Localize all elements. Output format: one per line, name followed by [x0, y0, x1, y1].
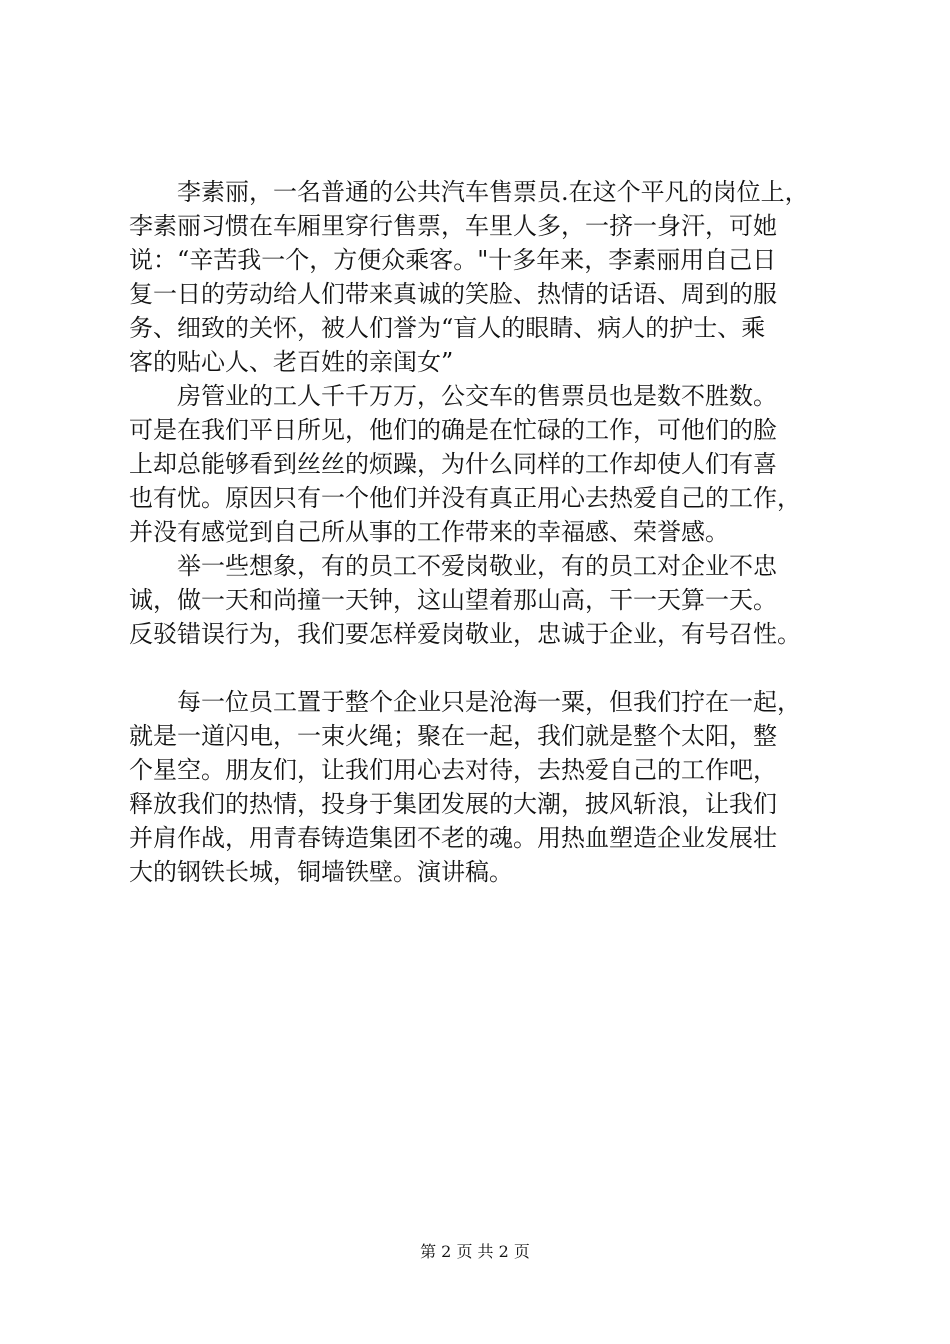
paragraph-line: 大的钢铁长城，铜墙铁壁。演讲稿。: [129, 858, 513, 886]
paragraph-2: [129, 379, 849, 549]
paragraph-line: 上却总能够看到丝丝的烦躁，为什么同样的工作却使人们有喜: [129, 450, 777, 478]
paragraph-line: 也有忧。原因只有一个他们并没有真正用心去热爱自己的工作，: [129, 484, 801, 512]
paragraph-spacer: [129, 651, 849, 685]
paragraph-line: 说：“辛苦我一个，方便众乘客。"十多年来，李素丽用自己日: [129, 246, 777, 274]
paragraph-line: 反驳错误行为，我们要怎样爱岗敬业，忠诚于企业，有号召性。: [129, 620, 801, 648]
page-number-footer: 第 2 页 共 2 页: [420, 1242, 530, 1261]
document-body: [129, 175, 849, 889]
paragraph-4: [129, 685, 849, 889]
paragraph-line: 个星空。朋友们，让我们用心去对待，去热爱自己的工作吧，: [129, 756, 777, 784]
paragraph-line: 并肩作战，用青春铸造集团不老的魂。用热血塑造企业发展壮: [129, 824, 777, 852]
paragraph-line: 就是一道闪电，一束火绳；聚在一起，我们就是整个太阳，整: [129, 722, 777, 750]
paragraph-line: 并没有感觉到自己所从事的工作带来的幸福感、荣誉感。: [129, 518, 729, 546]
paragraph-line: 李素丽，一名普通的公共汽车售票员.在这个平凡的岗位上，: [177, 178, 809, 206]
paragraph-line: 客的贴心人、老百姓的亲闺女”: [129, 348, 454, 376]
paragraph-line: 每一位员工置于整个企业只是沧海一粟，但我们拧在一起，: [177, 688, 801, 716]
paragraph-line: 房管业的工人千千万万，公交车的售票员也是数不胜数。: [177, 382, 777, 410]
paragraph-3: [129, 549, 849, 651]
paragraph-line: 举一些想象，有的员工不爱岗敬业，有的员工对企业不忠: [177, 552, 777, 580]
paragraph-line: 李素丽习惯在车厢里穿行售票，车里人多，一挤一身汗，可她: [129, 212, 777, 240]
paragraph-1: [129, 175, 849, 379]
paragraph-line: 释放我们的热情，投身于集团发展的大潮，披风斩浪，让我们: [129, 790, 777, 818]
paragraph-line: 可是在我们平日所见，他们的确是在忙碌的工作，可他们的脸: [129, 416, 777, 444]
paragraph-line: 诚，做一天和尚撞一天钟，这山望着那山高，干一天算一天。: [129, 586, 777, 614]
paragraph-line: 复一日的劳动给人们带来真诚的笑脸、热情的话语、周到的服: [129, 280, 777, 308]
paragraph-line: 务、细致的关怀，被人们誉为“盲人的眼睛、病人的护士、乘: [129, 314, 766, 342]
